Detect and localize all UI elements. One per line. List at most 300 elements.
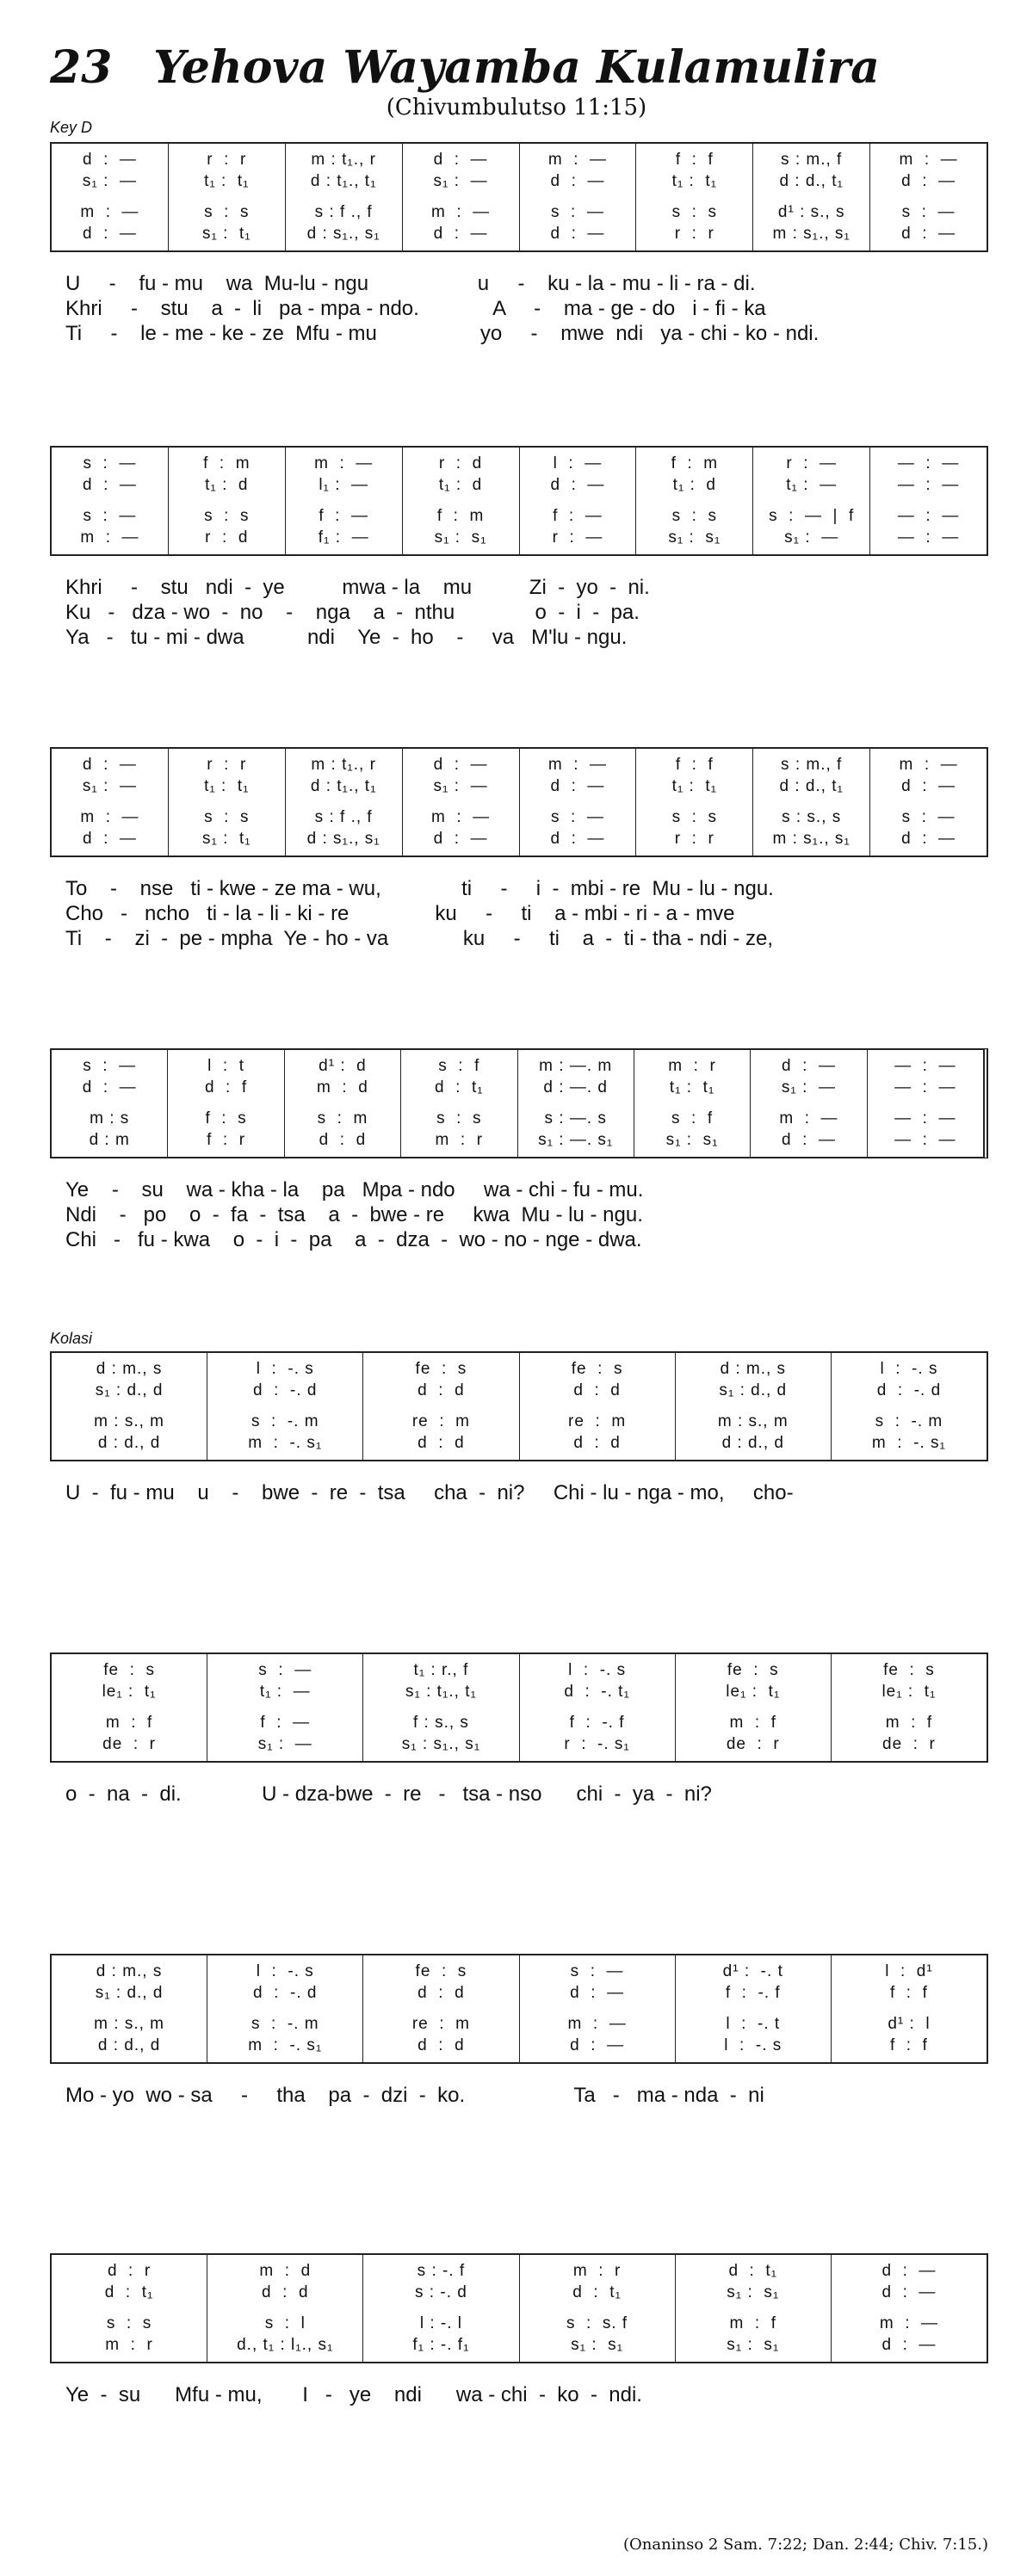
solfa-line: d : -. d	[253, 1984, 318, 2002]
solfa-line: s₁ : s₁., s₁	[401, 1735, 481, 1753]
solfa-line: s : —	[258, 1661, 312, 1679]
solfa-line: s : m	[317, 1109, 368, 1127]
solfa-line: d : d	[418, 1434, 465, 1452]
solfa-line: m : s., m	[94, 2015, 164, 2033]
solfa-line: s₁ : d., d	[95, 1984, 164, 2002]
measure	[52, 1353, 207, 1460]
part-gap	[52, 1101, 167, 1106]
tonic-solfa-staff	[50, 747, 988, 857]
part-gap	[751, 1101, 866, 1106]
tonic-solfa-staff	[50, 142, 988, 252]
solfa-line: d : t₁., t₁	[310, 777, 377, 795]
tonic-solfa-staff	[50, 2253, 988, 2363]
lyric-line: Mo - yo wo - sa - tha pa - dzi - ko. Ta - ma - nda - ni	[65, 2084, 764, 2107]
measure	[519, 1353, 675, 1460]
solfa-line: m : —	[567, 2015, 627, 2033]
measure	[402, 144, 519, 250]
measure	[831, 1955, 987, 2062]
solfa-line: m : s., m	[94, 1412, 164, 1430]
solfa-line: d : —	[901, 172, 956, 190]
measure	[635, 749, 752, 856]
solfa-line: d : d., t₁	[779, 172, 844, 190]
solfa-line: f : f	[675, 151, 714, 169]
solfa-line: fe : s	[415, 1962, 467, 1980]
solfa-line: m : s₁., s₁	[772, 225, 851, 243]
solfa-line: l : -. s	[256, 1360, 314, 1378]
lyric-line: Khri - stu a - li pa - mpa - ndo. A - ma - ge - do i - fi - ka	[65, 297, 766, 320]
solfa-line: r : d	[205, 528, 249, 547]
solfa-line: d : d., d	[97, 2036, 161, 2054]
solfa-line: d : d., d	[721, 1434, 784, 1452]
measure	[831, 1654, 987, 1761]
solfa-line: m : t₁., r	[311, 151, 376, 169]
measure	[362, 1353, 518, 1460]
solfa-line: f : m	[436, 507, 485, 525]
solfa-line: f₁ : -. f₁	[412, 2336, 470, 2354]
solfa-line: s : -. m	[251, 2015, 319, 2033]
part-gap	[636, 800, 752, 805]
lyric-line: To - nse ti - kwe - ze ma - wu, ti - i - mbi - re Mu - lu - ngu.	[65, 877, 774, 900]
solfa-line: de : r	[102, 1735, 157, 1753]
solfa-line: s : -. f	[417, 2262, 466, 2280]
music-system	[50, 2253, 988, 2407]
solfa-line: s : s	[204, 507, 250, 525]
part-gap	[52, 195, 168, 200]
solfa-line: d : —	[433, 151, 488, 169]
song-number: 23	[50, 41, 113, 94]
solfa-line: fe : s	[883, 1661, 935, 1679]
measure	[362, 1654, 518, 1761]
part-gap	[52, 498, 168, 503]
solfa-line: fe : s	[571, 1360, 623, 1378]
solfa-line: — : —	[894, 1057, 956, 1075]
solfa-line: f : f	[889, 2036, 928, 2054]
part-gap	[403, 800, 519, 805]
part-gap	[753, 800, 869, 805]
solfa-line: m : t₁., r	[311, 756, 376, 774]
solfa-line: d : t₁	[728, 2262, 778, 2280]
part-gap	[169, 195, 285, 200]
solfa-line: m : -. s₁	[871, 1434, 946, 1452]
solfa-line: m : r	[435, 1131, 484, 1149]
solfa-line: d : t₁	[104, 2283, 154, 2301]
solfa-line: d : —	[433, 830, 488, 848]
solfa-line: m : —	[547, 151, 608, 169]
tonic-solfa-staff	[50, 1652, 988, 1763]
lyric-line: Ndi - po o - fa - tsa a - bwe - re kwa Mu - lu - ngu.	[65, 1203, 643, 1226]
lyric-line: Ya - tu - mi - dwa ndi Ye - ho - va M'lu - ngu.	[65, 626, 628, 649]
solfa-line: m : f	[729, 1714, 777, 1732]
measure	[52, 1955, 207, 2062]
solfa-line: d : -. d	[876, 1381, 942, 1399]
measure	[519, 749, 636, 856]
music-system	[50, 1351, 988, 1505]
lyric-line: Cho - ncho ti - la - li - ki - re ku - ti a - mbi - ri - a - mve	[65, 902, 735, 925]
solfa-line: f : —	[260, 1714, 311, 1732]
solfa-line: s : —	[550, 808, 604, 826]
solfa-line: f : s., s	[412, 1714, 469, 1732]
solfa-line: m : s₁., s₁	[772, 830, 851, 848]
part-gap	[285, 1101, 400, 1106]
solfa-line: m : —	[899, 756, 958, 774]
part-gap	[52, 2306, 207, 2311]
measure	[52, 749, 168, 856]
measure	[831, 1353, 987, 1460]
solfa-line: m : s	[90, 1109, 130, 1127]
solfa-line: d : —	[881, 2336, 937, 2354]
part-gap	[676, 2006, 831, 2011]
solfa-line: — : —	[897, 528, 960, 547]
solfa-line: l : -. t	[726, 2015, 781, 2033]
solfa-line: fe : s	[415, 1360, 467, 1378]
solfa-line: d : r	[107, 2262, 152, 2280]
part-gap	[868, 1101, 983, 1106]
solfa-line: d., t₁ : l₁., s₁	[237, 2336, 334, 2354]
solfa-line: d : —	[570, 2036, 625, 2054]
measure	[675, 1955, 831, 2062]
measure	[519, 2255, 675, 2362]
solfa-line: m : —	[779, 1109, 838, 1127]
solfa-line: s : s	[436, 1109, 482, 1127]
solfa-line: t₁ : d	[438, 476, 483, 494]
measure	[519, 144, 636, 250]
lyrics-block	[50, 1480, 988, 1505]
solfa-line: s : —	[901, 808, 956, 826]
solfa-line: s₁ : —	[82, 172, 137, 190]
solfa-line: d : —	[550, 476, 605, 494]
solfa-line: s : f ., f	[314, 203, 373, 221]
solfa-line: d¹ : s., s	[777, 203, 845, 221]
solfa-line: d : d	[573, 1434, 621, 1452]
solfa-line: m : —	[430, 203, 491, 221]
solfa-line: m : —	[430, 808, 491, 826]
solfa-line: s : f	[671, 1109, 714, 1127]
part-gap	[832, 1404, 987, 1409]
part-gap	[832, 2306, 987, 2311]
lyric-line: o - na - di. U - dza-bwe - re - tsa - nso chi - ya - ni?	[65, 1782, 712, 1806]
part-gap	[634, 1101, 750, 1106]
part-gap	[870, 800, 987, 805]
solfa-line: d : t₁	[572, 2283, 622, 2301]
solfa-line: s : f	[438, 1057, 480, 1075]
solfa-line: s : —	[901, 203, 956, 221]
solfa-line: d : d	[418, 1381, 465, 1399]
lyric-line: Chi - fu - kwa o - i - pa a - dza - wo - no - nge - dwa.	[65, 1228, 642, 1251]
measure	[207, 1955, 362, 2062]
solfa-line: m : f	[885, 1714, 933, 1732]
part-gap	[363, 1705, 518, 1710]
solfa-line: re : m	[411, 1412, 470, 1430]
measure	[168, 749, 285, 856]
solfa-line: s : -. m	[875, 1412, 943, 1430]
solfa-line: d : m	[89, 1131, 130, 1149]
solfa-line: d : —	[82, 151, 137, 169]
solfa-line: m : r	[572, 2262, 622, 2280]
solfa-line: s : f ., f	[314, 808, 373, 826]
solfa-line: s : — | f	[769, 507, 855, 525]
solfa-line: d : —	[901, 830, 956, 848]
solfa-line: s₁ : d., d	[95, 1381, 164, 1399]
cross-reference: (Onaninso 2 Sam. 7:22; Dan. 2:44; Chiv. 7:15.)	[623, 2536, 988, 2554]
solfa-line: f : s	[205, 1109, 247, 1127]
measure	[284, 1050, 400, 1157]
solfa-line: f : f	[889, 1984, 928, 2002]
solfa-line: d : —	[550, 225, 605, 243]
measure	[869, 144, 987, 250]
solfa-line: f : -. f	[569, 1714, 625, 1732]
solfa-line: s : s	[204, 203, 250, 221]
part-gap	[870, 195, 987, 200]
solfa-line: d : —	[82, 1078, 137, 1096]
solfa-line: — : —	[894, 1078, 956, 1096]
part-gap	[207, 1404, 362, 1409]
measure	[752, 448, 869, 554]
lyrics-block	[50, 1177, 988, 1252]
music-system	[50, 747, 988, 951]
solfa-line: de : r	[726, 1735, 780, 1753]
measure	[517, 1050, 634, 1157]
solfa-line: s₁ : d., d	[719, 1381, 788, 1399]
solfa-line: d : f	[204, 1078, 248, 1096]
solfa-line: s₁ : —	[433, 777, 488, 795]
solfa-line: d : —	[433, 225, 488, 243]
solfa-line: s : s	[106, 2314, 152, 2332]
part-gap	[52, 1404, 207, 1409]
part-gap	[286, 195, 402, 200]
measure	[675, 2255, 831, 2362]
solfa-line: t₁ : t₁	[204, 777, 250, 795]
part-gap	[520, 195, 636, 200]
solfa-line: m : f	[105, 1714, 153, 1732]
solfa-line: d¹ : d	[319, 1057, 367, 1075]
solfa-line: — : —	[894, 1131, 956, 1149]
solfa-line: s₁ : s₁	[668, 528, 721, 547]
solfa-line: f₁ : —	[318, 528, 369, 547]
measure	[402, 448, 519, 554]
part-gap	[520, 800, 636, 805]
part-gap	[169, 498, 285, 503]
solfa-line: l : -. l	[419, 2314, 463, 2332]
solfa-line: — : —	[897, 476, 960, 494]
part-gap	[676, 1705, 831, 1710]
measure	[752, 749, 869, 856]
measure	[519, 1654, 675, 1761]
lyrics-block	[50, 1782, 988, 1807]
measure	[675, 1353, 831, 1460]
measure	[52, 1654, 207, 1761]
solfa-line: d : —	[781, 1131, 836, 1149]
solfa-line: l : t	[207, 1057, 245, 1075]
part-gap	[401, 1101, 516, 1106]
solfa-line: s : m., f	[781, 151, 843, 169]
solfa-line: d : —	[881, 2262, 937, 2280]
measure	[52, 144, 168, 250]
measure	[168, 448, 285, 554]
music-system	[50, 142, 988, 346]
solfa-line: l : -. s	[880, 1360, 938, 1378]
solfa-line: f : —	[319, 507, 369, 525]
part-gap	[52, 1705, 207, 1710]
solfa-line: m : —	[80, 808, 139, 826]
solfa-line: d : d	[418, 2036, 465, 2054]
solfa-line: d¹ : l	[888, 2015, 931, 2033]
part-gap	[52, 2006, 207, 2011]
part-gap	[363, 2006, 518, 2011]
solfa-line: f : m	[203, 454, 251, 473]
solfa-line: d : —	[433, 756, 488, 774]
solfa-line: d : t₁	[434, 1078, 484, 1096]
solfa-line: s₁ : s₁	[571, 2336, 624, 2354]
solfa-line: d¹ : -. t	[722, 1962, 783, 1980]
solfa-line: — : —	[894, 1109, 956, 1127]
solfa-line: d : d., t₁	[779, 777, 844, 795]
chorus-label: Kolasi	[50, 1330, 93, 1347]
lyric-line: Ti - zi - pe - mpha Ye - ho - va ku - ti a - ti - tha - ndi - ze,	[65, 927, 774, 950]
solfa-line: de : r	[882, 1735, 936, 1753]
solfa-line: r : —	[786, 454, 838, 473]
solfa-line: s : -. d	[415, 2283, 467, 2301]
solfa-line: f : -. f	[725, 1984, 781, 2002]
measure	[869, 448, 987, 554]
solfa-line: m : -. s₁	[248, 1434, 323, 1452]
solfa-line: s₁ : —. s₁	[538, 1131, 614, 1149]
solfa-line: d : -. d	[253, 1381, 318, 1399]
solfa-line: m : —	[314, 454, 374, 473]
solfa-line: s₁ : —	[433, 172, 488, 190]
solfa-line: r : r	[207, 756, 247, 774]
measure	[869, 749, 987, 856]
solfa-line: d : t₁., t₁	[310, 172, 377, 190]
solfa-line: m : —. m	[539, 1057, 613, 1075]
part-gap	[520, 1404, 675, 1409]
measure	[285, 144, 402, 250]
part-gap	[286, 800, 402, 805]
solfa-line: fe : s	[103, 1661, 155, 1679]
solfa-line: l : -. s	[568, 1661, 627, 1679]
measure	[52, 2255, 207, 2362]
solfa-line: s₁ : —	[781, 1078, 836, 1096]
lyric-line: Khri - stu ndi - ye mwa - la mu Zi - yo - ni.	[65, 576, 650, 599]
part-gap	[168, 1101, 283, 1106]
solfa-line: t₁ : t₁	[671, 777, 718, 795]
solfa-line: m : f	[729, 2314, 777, 2332]
solfa-line: s : l	[264, 2314, 306, 2332]
measure	[167, 1050, 283, 1157]
solfa-line: d : —	[550, 777, 605, 795]
solfa-line: d : d	[418, 1984, 465, 2002]
solfa-line: d : —	[82, 756, 137, 774]
solfa-line: s : s., s	[782, 808, 842, 826]
solfa-line: s : s. f	[566, 2314, 628, 2332]
solfa-line: f : r	[207, 1131, 246, 1149]
solfa-line: re : m	[411, 2015, 470, 2033]
part-gap	[832, 1705, 987, 1710]
part-gap	[403, 498, 519, 503]
part-gap	[518, 1101, 634, 1106]
lyrics-block	[50, 575, 988, 650]
part-gap	[207, 1705, 362, 1710]
part-gap	[520, 1705, 675, 1710]
solfa-line: d : d., d	[97, 1434, 161, 1452]
lyric-line: Ye - su Mfu - mu, I - ye ndi wa - chi - ko - ndi.	[65, 2383, 642, 2406]
solfa-line: d : m., s	[96, 1962, 163, 1980]
part-gap	[52, 800, 168, 805]
part-gap	[676, 2306, 831, 2311]
solfa-line: le₁ : t₁	[102, 1683, 157, 1701]
solfa-line: r : r	[207, 151, 247, 169]
part-gap	[169, 800, 285, 805]
solfa-line: d : m., s	[96, 1360, 163, 1378]
tonic-solfa-staff	[50, 446, 988, 556]
solfa-line: t₁ : t₁	[671, 172, 718, 190]
music-system	[50, 1652, 988, 1807]
solfa-line: s₁ : —	[257, 1735, 312, 1753]
tonic-solfa-staff	[50, 1351, 988, 1461]
measure	[207, 2255, 362, 2362]
solfa-line: s : —	[83, 507, 137, 525]
scripture-subtitle: (Chivumbulutso 11:15)	[386, 95, 647, 120]
part-gap	[363, 2306, 518, 2311]
part-gap	[207, 2306, 362, 2311]
solfa-line: s : s	[671, 808, 718, 826]
solfa-line: s₁ : s₁	[727, 2336, 780, 2354]
solfa-line: t₁ : d	[672, 476, 716, 494]
solfa-line: r : —	[552, 528, 603, 547]
solfa-line: re : m	[568, 1412, 627, 1430]
solfa-line: m : d	[317, 1078, 368, 1096]
measure	[207, 1353, 362, 1460]
part-gap	[832, 2006, 987, 2011]
solfa-line: s : -. m	[251, 1412, 319, 1430]
part-gap	[753, 498, 869, 503]
solfa-line: s₁ : —	[784, 528, 839, 547]
measure	[635, 448, 752, 554]
music-system	[50, 446, 988, 650]
solfa-line: le₁ : t₁	[726, 1683, 781, 1701]
part-gap	[636, 498, 752, 503]
lyric-line: U - fu - mu wa Mu-lu - ngu u - ku - la - mu - li - ra - di.	[65, 272, 756, 295]
solfa-line: d : —	[781, 1057, 836, 1075]
measure	[752, 144, 869, 250]
solfa-line: t₁ : —	[786, 476, 838, 494]
lyric-line: Ye - su wa - kha - la pa Mpa - ndo wa - chi - fu - mu.	[65, 1178, 644, 1202]
solfa-line: s : s	[671, 507, 718, 525]
solfa-line: s : m., f	[781, 756, 843, 774]
solfa-line: m : —	[80, 203, 139, 221]
measure	[831, 2255, 987, 2362]
measure	[400, 1050, 516, 1157]
solfa-line: fe : s	[727, 1661, 779, 1679]
measure	[635, 144, 752, 250]
measure	[750, 1050, 866, 1157]
solfa-line: d : -. t₁	[564, 1683, 630, 1701]
lyric-line: U - fu - mu u - bwe - re - tsa cha - ni? Chi - lu - nga - mo, cho-	[65, 1481, 794, 1504]
solfa-line: d : s₁., s₁	[306, 225, 380, 243]
measure	[285, 448, 402, 554]
part-gap	[520, 498, 636, 503]
solfa-line: f : f	[675, 756, 714, 774]
solfa-line: d : —	[550, 830, 605, 848]
solfa-line: r : d	[438, 454, 483, 473]
lyrics-block	[50, 2083, 988, 2108]
measure	[285, 749, 402, 856]
solfa-line: r : r	[674, 830, 714, 848]
solfa-line: t₁ : d	[205, 476, 249, 494]
solfa-line: d : —. d	[543, 1078, 608, 1096]
solfa-line: m : —	[80, 528, 139, 547]
solfa-line: r : r	[674, 225, 714, 243]
solfa-line: s₁ : s₁	[727, 2283, 780, 2301]
